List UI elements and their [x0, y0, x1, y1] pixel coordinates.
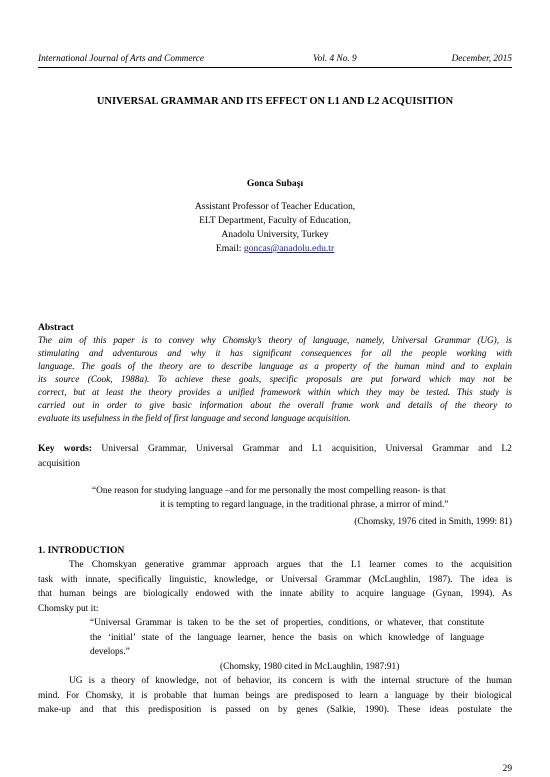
abstract-heading: Abstract	[38, 322, 74, 333]
blockquote-line: the ‘initial’ state of the language learner, hence the basis on which knowledge of language	[90, 632, 484, 643]
body-line: that human beings are biologically endowed with the innate ability to acquire language (Gynan, 1994). As	[38, 589, 512, 599]
journal-volume: Vol. 4 No. 9	[313, 54, 357, 64]
body-line: task with innate, specifically linguistic, knowledge, or Universal Grammar (McLaughlin, 1987). The idea is	[38, 574, 512, 585]
body-line: Chomsky put it:	[38, 603, 99, 614]
affiliation-line: Anadolu University, Turkey	[221, 229, 329, 240]
section-body	[38, 558, 512, 718]
journal-name: International Journal of Arts and Commerce	[38, 54, 205, 64]
email-link[interactable]: goncas@anadolu.edu.tr	[243, 243, 335, 254]
body-line: UG is a theory of knowledge, not of behavior, its concern is with the internal structure of the human	[69, 676, 512, 686]
keywords	[38, 441, 512, 471]
affiliation-line: ELT Department, Faculty of Education,	[199, 215, 351, 226]
blockquote-citation: (Chomsky, 1980 cited in McLaughlin, 1987:91)	[220, 661, 400, 672]
abstract-line: stimulating and adventurous and why it has significant consequences for all the people working with	[38, 348, 512, 358]
blockquote-line: “Universal Grammar is taken to be the set of properties, conditions, or whatever, that constitute	[90, 618, 484, 628]
page-number: 29	[502, 764, 512, 774]
epigraph-line: “One reason for studying language –and for me personally the most compelling reason- is that	[92, 486, 446, 496]
author-affiliation	[38, 200, 512, 256]
email-line	[38, 242, 512, 256]
journal-date: December, 2015	[451, 54, 512, 64]
keywords-line: acquisition	[38, 458, 81, 469]
body-line: mind. For Chomsky, it is probable that human beings are predisposed to learn a language by their biological	[38, 690, 512, 701]
abstract-line: The aim of this paper is to convey why Chomsky’s theory of language, namely, Universal Grammar (UG), is	[38, 335, 512, 345]
epigraph-citation: (Chomsky, 1976 cited in Smith, 1999: 81)	[354, 517, 512, 527]
keywords-text: Universal Grammar, Universal Grammar and L1 acquisition, Universal Grammar and L2	[92, 443, 512, 454]
epigraph-line: it is tempting to regard language, in the traditional phrase, a mirror of mind.”	[160, 500, 449, 510]
abstract-line: correct, but at least the theory provides a unified framework within which they may be tested. This study is	[38, 387, 512, 397]
section-heading: 1. INTRODUCTION	[38, 545, 125, 556]
paper-title: UNIVERSAL GRAMMAR AND ITS EFFECT ON L1 AND L2 ACQUISITION	[96, 96, 454, 107]
running-header	[38, 54, 512, 68]
abstract-line: its source (Cook, 1988a). To achieve these goals, specific proposals are put forward which may not be	[38, 374, 512, 384]
keywords-line	[38, 441, 512, 456]
abstract-line: language. The goals of the theory are to describe language as a property of the human mind and to explain	[38, 361, 512, 371]
abstract-text	[38, 334, 512, 425]
abstract-line: carried out in order to give basic information about the overall frame work and details of the theory to	[38, 400, 512, 410]
blockquote-line: develops.”	[90, 647, 130, 657]
abstract-line: evaluate its usefulness in the field of first language and second language acquisition.	[38, 413, 351, 423]
author-name: Gonca Subaşı	[246, 178, 304, 189]
body-line: make-up and that this predisposition is passed on by genes (Salkie, 1990). These ideas postulate the	[38, 705, 512, 715]
email-label: Email:	[215, 243, 244, 254]
affiliation-line: Assistant Professor of Teacher Education,	[194, 201, 356, 212]
keywords-label: Key words:	[38, 443, 93, 454]
body-line: The Chomskyan generative grammar approach argues that the L1 learner comes to the acquisition	[69, 560, 512, 570]
